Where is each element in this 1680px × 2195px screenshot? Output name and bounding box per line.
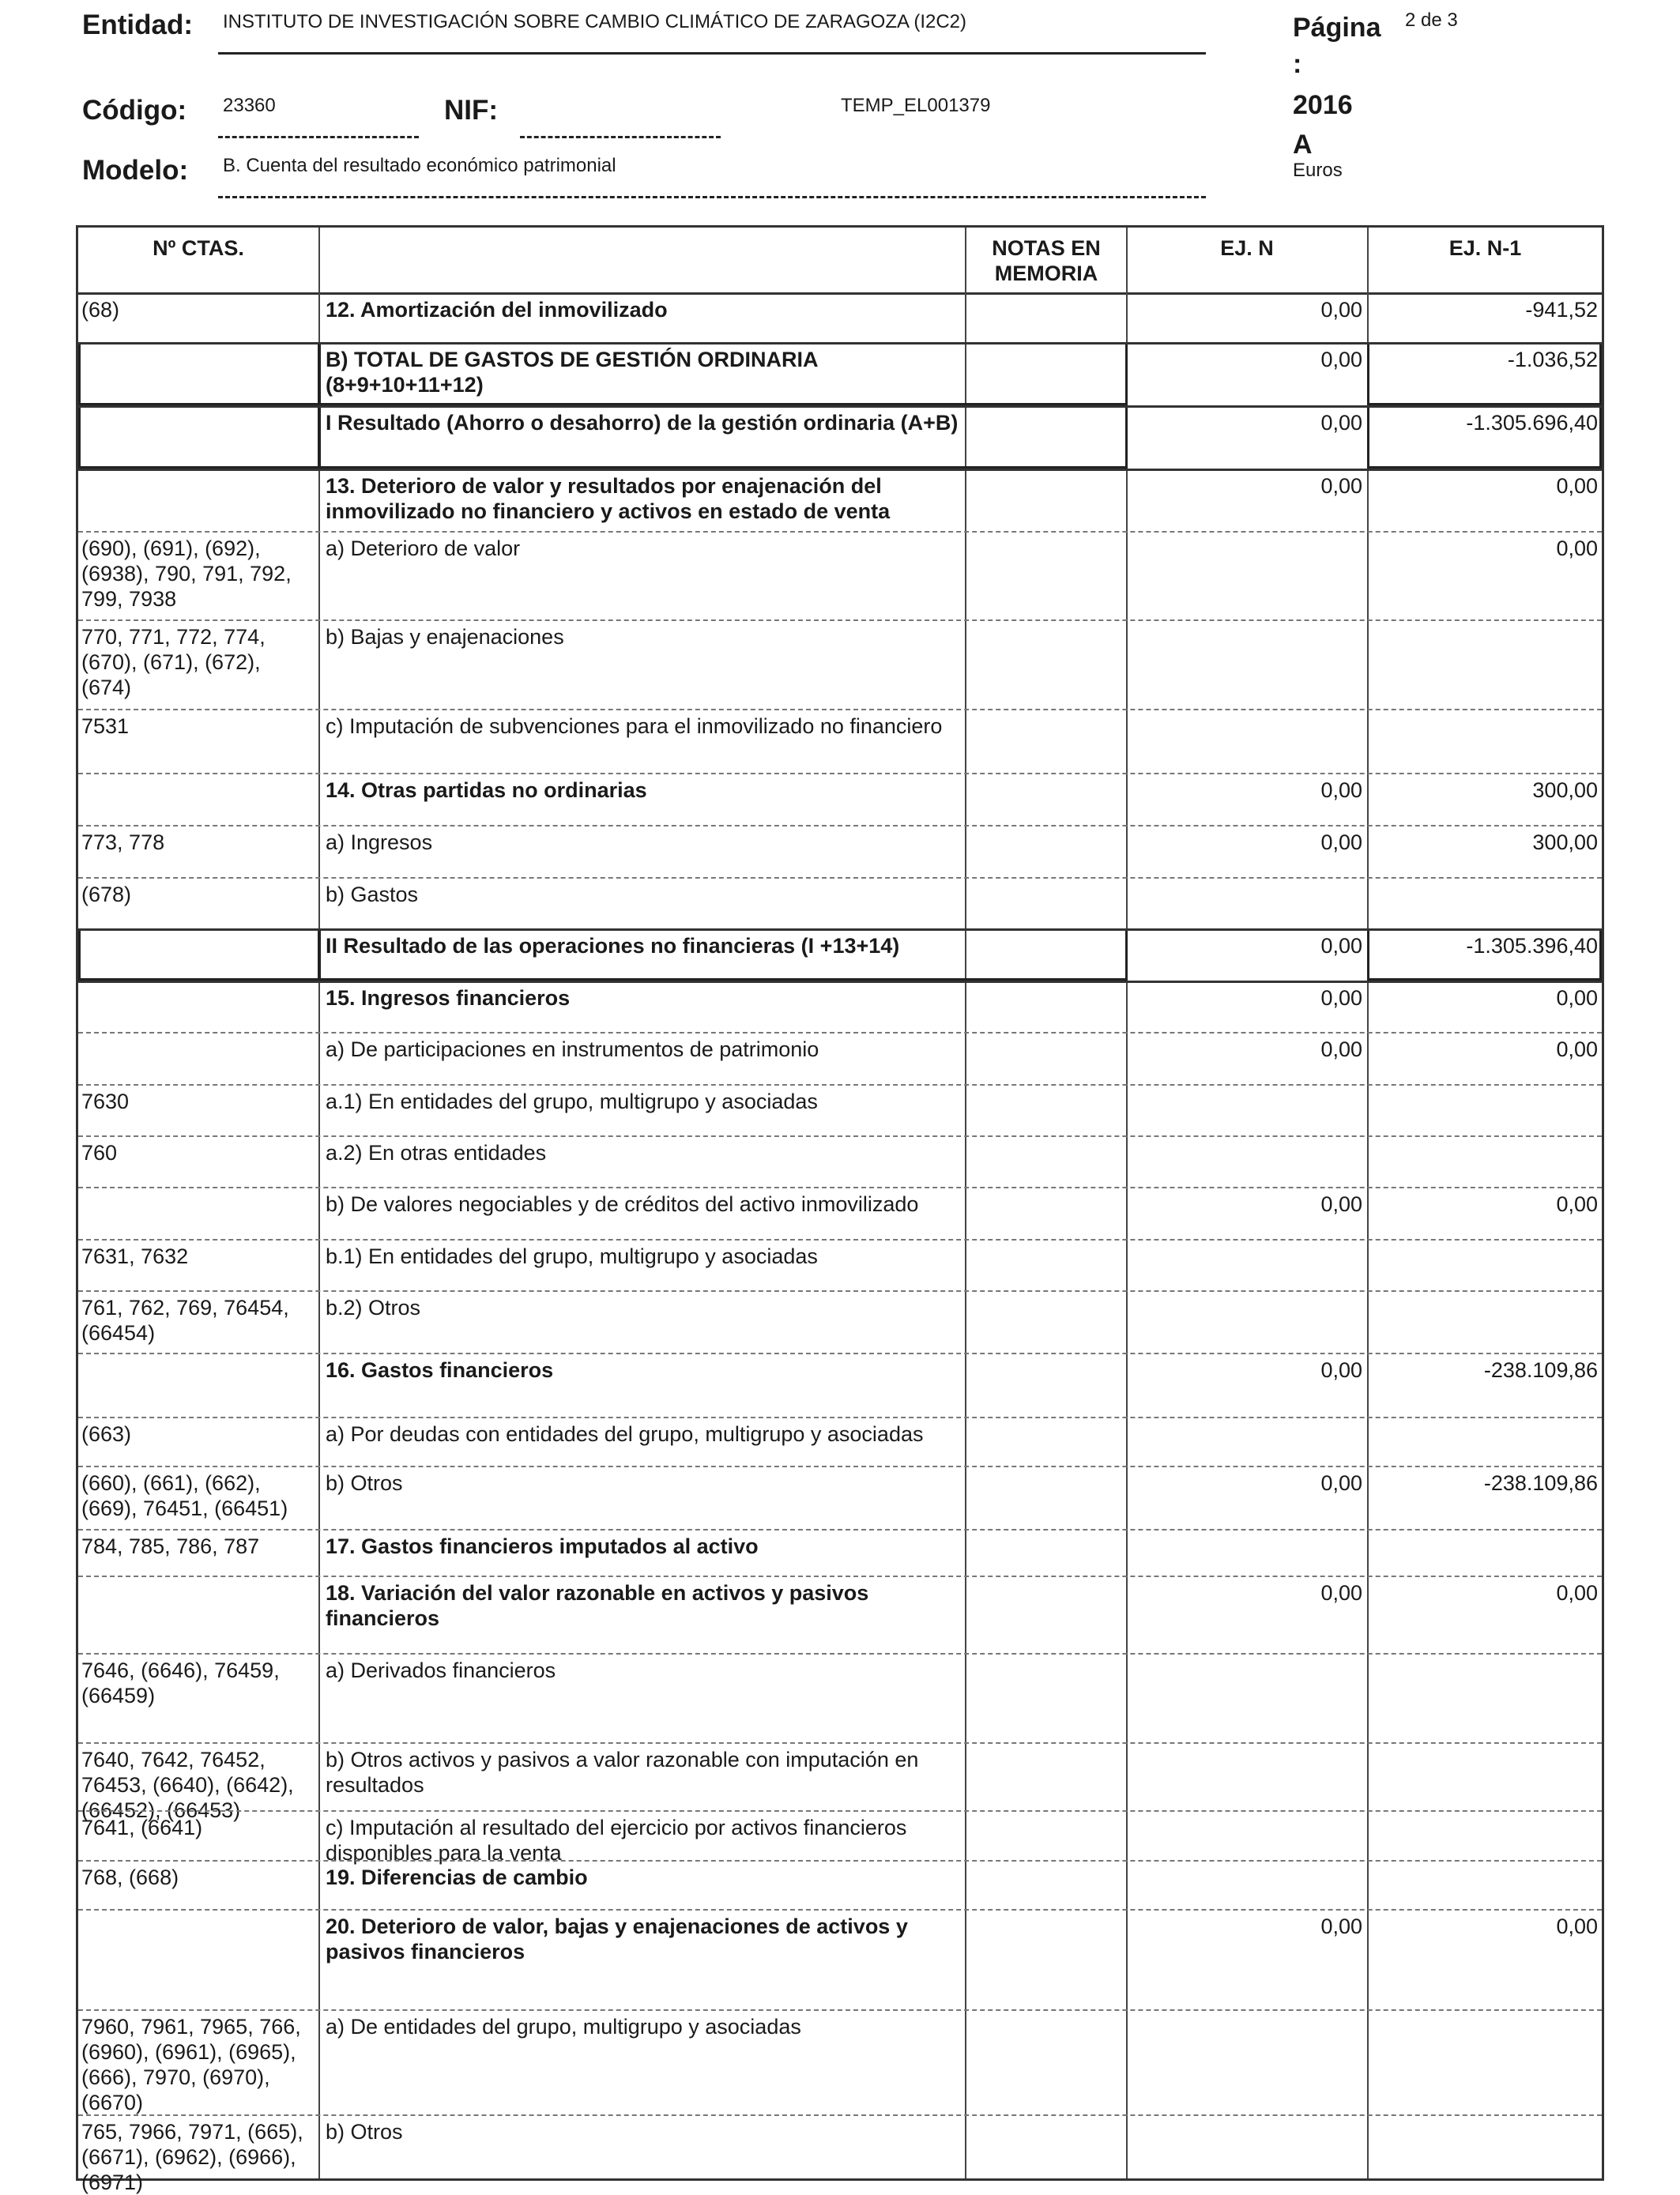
table-row — [78, 928, 1602, 981]
row-description: 12. Amortización del inmovilizado — [326, 298, 668, 322]
row-ej-n1: -1.305.696,40 — [1466, 411, 1598, 435]
modelo-underline — [218, 196, 1206, 198]
row-ej-n1: 0,00 — [1556, 1192, 1598, 1216]
year: 2016 — [1293, 90, 1353, 120]
row-separator — [78, 1810, 1602, 1812]
pagina-value: 2 de 3 — [1405, 9, 1458, 31]
row-ctas: 7641, (6641) — [81, 1816, 203, 1839]
row-separator — [78, 709, 1602, 710]
total-row-box-left — [78, 928, 320, 981]
row-separator — [78, 1353, 1602, 1354]
row-separator — [78, 1417, 1602, 1418]
row-description: I Resultado (Ahorro o desahorro) de la gestión ordinaria (A+B) — [326, 411, 959, 435]
row-description: c) Imputación de subvenciones para el inmovilizado no financiero — [326, 714, 943, 738]
table-row — [78, 1653, 1602, 1742]
row-ej-n: 0,00 — [1320, 1358, 1362, 1382]
entidad-underline — [218, 52, 1206, 55]
row-description: 13. Deterioro de valor y resultados por enajenación del inmovilizado no financiero y activos en estado de venta — [326, 474, 891, 523]
row-ej-n: 0,00 — [1320, 830, 1362, 854]
row-ej-n: 0,00 — [1320, 986, 1362, 1010]
row-separator — [78, 928, 1602, 931]
row-ej-n: 0,00 — [1320, 1471, 1362, 1495]
table-row — [78, 1909, 1602, 2009]
row-description: c) Imputación al resultado del ejercicio por activos financieros disponibles para la venta — [326, 1816, 907, 1865]
row-separator — [78, 1135, 1602, 1137]
row-ej-n: 0,00 — [1320, 934, 1362, 958]
row-ctas: 7630 — [81, 1090, 130, 1113]
row-description: 14. Otras partidas no ordinarias — [326, 778, 647, 802]
row-separator — [78, 1466, 1602, 1467]
year-letter: A — [1293, 130, 1313, 160]
total-row-box-left — [78, 342, 320, 405]
row-description: b) Otros activos y pasivos a valor razonable con imputación en resultados — [326, 1748, 919, 1797]
row-description: 18. Variación del valor razonable en activos y pasivos financieros — [326, 1581, 869, 1630]
table-row — [78, 1187, 1602, 1239]
row-ej-n1: 300,00 — [1532, 830, 1598, 854]
codigo-underline — [218, 136, 419, 138]
table-row — [78, 877, 1602, 928]
row-ej-n: 0,00 — [1320, 1037, 1362, 1061]
row-ej-n: 0,00 — [1320, 348, 1362, 371]
table-header — [78, 228, 1602, 295]
codigo-label: Código: — [82, 95, 187, 126]
row-separator — [78, 1529, 1602, 1530]
row-ctas: 7631, 7632 — [81, 1244, 189, 1268]
table-row — [78, 1742, 1602, 1822]
row-ej-n1: -238.109,86 — [1483, 1471, 1598, 1495]
row-description: 15. Ingresos financieros — [326, 986, 571, 1010]
row-description: B) TOTAL DE GASTOS DE GESTIÓN ORDINARIA (8+9+10+11+12) — [326, 348, 818, 397]
row-separator — [78, 531, 1602, 533]
row-description: a.2) En otras entidades — [326, 1141, 547, 1165]
table-row — [78, 1466, 1602, 1529]
row-description: 19. Diferencias de cambio — [326, 1866, 588, 1889]
row-ctas: 773, 778 — [81, 830, 165, 854]
row-description: a) Derivados financieros — [326, 1658, 556, 1682]
table-row — [78, 773, 1602, 825]
row-description: b.1) En entidades del grupo, multigrupo y asociadas — [326, 1244, 818, 1268]
row-description: a) Por deudas con entidades del grupo, multigrupo y asociadas — [326, 1422, 924, 1446]
table-row — [78, 1135, 1602, 1187]
row-ej-n1: 0,00 — [1556, 1915, 1598, 1938]
table-row — [78, 2009, 1602, 2114]
row-description: a) Deterioro de valor — [326, 537, 521, 560]
table-row — [78, 531, 1602, 619]
row-ctas: (678) — [81, 883, 132, 906]
table-row — [78, 1032, 1602, 1084]
row-ej-n1: 0,00 — [1556, 986, 1598, 1010]
row-separator — [78, 2114, 1602, 2116]
row-ej-n1: -941,52 — [1525, 298, 1598, 322]
row-ctas: 7640, 7642, 76452, 76453, (6640), (6642), (66452), (66453) — [81, 1748, 294, 1822]
row-description: a) De participaciones en instrumentos de patrimonio — [326, 1037, 819, 1061]
table-row — [78, 1860, 1602, 1909]
row-separator — [78, 469, 1602, 471]
row-ej-n: 0,00 — [1320, 1192, 1362, 1216]
modelo-value: B. Cuenta del resultado económico patrimonial — [223, 155, 616, 176]
table-row — [78, 619, 1602, 709]
table-row — [78, 1576, 1602, 1653]
row-separator — [78, 1909, 1602, 1911]
row-separator — [78, 773, 1602, 774]
row-description: 20. Deterioro de valor, bajas y enajenaciones de activos y pasivos financieros — [326, 1915, 908, 1963]
row-description: b) Bajas y enajenaciones — [326, 625, 564, 649]
row-separator — [78, 1187, 1602, 1188]
row-description: 16. Gastos financieros — [326, 1358, 554, 1382]
table-row — [78, 1353, 1602, 1417]
row-ctas: 765, 7966, 7971, (665), (6671), (6962), (6966), (6971) — [81, 2120, 303, 2194]
pagina-label: Página : — [1293, 13, 1381, 79]
row-separator — [78, 1653, 1602, 1655]
row-description: a) Ingresos — [326, 830, 433, 854]
table-row — [78, 292, 1602, 342]
table-row — [78, 709, 1602, 773]
row-ej-n1: -1.036,52 — [1507, 348, 1598, 371]
table-row — [78, 1239, 1602, 1290]
row-description: b) De valores negociables y de créditos del activo inmovilizado — [326, 1192, 919, 1216]
row-ej-n: 0,00 — [1320, 411, 1362, 435]
row-ctas: (68) — [81, 298, 120, 322]
row-description: a) De entidades del grupo, multigrupo y asociadas — [326, 2015, 801, 2039]
row-separator — [78, 981, 1602, 983]
row-ej-n: 0,00 — [1320, 298, 1362, 322]
row-ej-n: 0,00 — [1320, 778, 1362, 802]
row-ej-n1: -1.305.396,40 — [1466, 934, 1598, 958]
col-header-ej-n1: EJ. N-1 — [1448, 236, 1522, 260]
table-row — [78, 1084, 1602, 1135]
row-description: 17. Gastos financieros imputados al activo — [326, 1534, 759, 1558]
row-separator — [78, 825, 1602, 826]
row-ej-n: 0,00 — [1320, 1581, 1362, 1605]
row-separator — [78, 1860, 1602, 1862]
row-ej-n1: 0,00 — [1556, 537, 1598, 560]
table-row — [78, 1810, 1602, 1865]
table-row — [78, 825, 1602, 877]
row-separator — [78, 1239, 1602, 1241]
nif-label: NIF: — [444, 95, 499, 126]
row-ej-n1: 0,00 — [1556, 1037, 1598, 1061]
row-separator — [78, 1742, 1602, 1744]
row-separator — [78, 2009, 1602, 2011]
row-ctas: 7531 — [81, 714, 130, 738]
row-separator — [78, 405, 1602, 408]
results-table — [76, 225, 1604, 2194]
modelo-label: Modelo: — [82, 155, 189, 186]
row-separator — [78, 1290, 1602, 1292]
row-ej-n1: 0,00 — [1556, 1581, 1598, 1605]
table-row — [78, 1529, 1602, 1576]
table-row — [78, 2114, 1602, 2194]
row-ej-n1: 0,00 — [1556, 474, 1598, 498]
currency: Euros — [1293, 160, 1343, 181]
row-ej-n: 0,00 — [1320, 474, 1362, 498]
row-separator — [78, 877, 1602, 879]
row-ctas: 760 — [81, 1141, 118, 1165]
row-ej-n1: -238.109,86 — [1483, 1358, 1598, 1382]
row-ej-n: 0,00 — [1320, 1915, 1362, 1938]
table-row — [78, 1290, 1602, 1353]
row-ctas: (690), (691), (692), (6938), 790, 791, 792, 799, 7938 — [81, 537, 292, 611]
row-ctas: 7960, 7961, 7965, 766, (6960), (6961), (6965), (666), 7970, (6970), (6670) — [81, 2015, 301, 2114]
row-ctas: (663) — [81, 1422, 132, 1446]
row-separator — [78, 1576, 1602, 1577]
row-description: a.1) En entidades del grupo, multigrupo y asociadas — [326, 1090, 818, 1113]
row-ctas: (660), (661), (662), (669), 76451, (66451) — [81, 1471, 288, 1520]
row-description: b.2) Otros — [326, 1296, 421, 1320]
nif-value: TEMP_EL001379 — [841, 95, 991, 116]
nif-underline — [520, 136, 721, 138]
row-ctas: 770, 771, 772, 774, (670), (671), (672), (674) — [81, 625, 266, 699]
row-separator — [78, 1084, 1602, 1086]
table-row — [78, 1417, 1602, 1466]
codigo-value: 23360 — [223, 95, 276, 116]
row-description: b) Otros — [326, 1471, 403, 1495]
row-separator — [78, 1032, 1602, 1033]
row-description: II Resultado de las operaciones no financieras (I +13+14) — [326, 934, 900, 958]
entidad-value: INSTITUTO DE INVESTIGACIÓN SOBRE CAMBIO CLIMÁTICO DE ZARAGOZA (I2C2) — [223, 11, 967, 32]
row-ctas: 784, 785, 786, 787 — [81, 1534, 260, 1558]
row-ctas: 7646, (6646), 76459, (66459) — [81, 1658, 280, 1707]
row-description: b) Otros — [326, 2120, 403, 2144]
table-row — [78, 405, 1602, 469]
row-separator — [78, 619, 1602, 621]
col-header-ctas: Nº CTAS. — [153, 236, 244, 260]
entidad-label: Entidad: — [82, 9, 193, 40]
row-description: b) Gastos — [326, 883, 419, 906]
table-row — [78, 469, 1602, 531]
row-ctas: 761, 762, 769, 76454, (66454) — [81, 1296, 289, 1345]
table-row — [78, 342, 1602, 405]
row-ctas: 768, (668) — [81, 1866, 179, 1889]
row-separator — [78, 342, 1602, 344]
total-row-box-left — [78, 405, 320, 469]
row-ej-n1: 300,00 — [1532, 778, 1598, 802]
col-header-notas: NOTAS EN MEMORIA — [992, 236, 1101, 285]
table-row — [78, 981, 1602, 1032]
col-header-ej-n: EJ. N — [1220, 236, 1274, 260]
